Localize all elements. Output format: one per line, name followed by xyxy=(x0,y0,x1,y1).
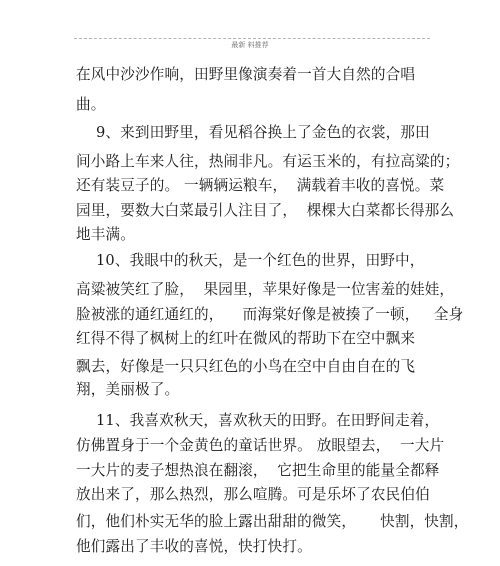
text-line: 10、我眼中的秋天，是一个红色的世界，田野中， xyxy=(96,252,425,269)
header-label-text: 最新 料推荐 xyxy=(227,41,272,49)
text-line: 放出来了，那么热烈，那么喧腾。可是乐坏了农民伯伯 xyxy=(76,486,430,503)
text-line: 飘去，好像是一只只红色的小鸟在空中自由自在的飞 xyxy=(76,358,416,375)
text-line: 在风中沙沙作响，田野里像演奏着一首大自然的合唱 xyxy=(76,66,416,83)
text-line: 脸被涨的通红通红的， 而海棠好像是被揍了一顿， 全身 xyxy=(76,306,464,323)
text-line: 一大片的麦子想热浪在翻滚， 它把生命里的能量全都释 xyxy=(76,462,440,479)
text-line: 红得不得了枫树上的红叶在微风的帮助下在空中飘来 xyxy=(76,330,416,347)
text-line: 高粱被笑红了脸， 果园里，苹果好像是一位害羞的娃娃， xyxy=(76,281,455,298)
text-line: 仿佛置身于一个金黄色的童话世界。 放眼望去， 一大片 xyxy=(76,437,445,454)
text-line: 翔，美丽极了。 xyxy=(76,381,180,398)
text-line: 曲。 xyxy=(76,96,106,113)
text-line: 们，他们朴实无华的脸上露出甜甜的微笑， 快割，快割， xyxy=(76,513,469,530)
text-line: 11、我喜欢秋天，喜欢秋天的田野。在田野间走着， xyxy=(96,412,440,429)
text-line: 地丰满。 xyxy=(76,226,135,243)
text-line: 他们露出了丰收的喜悦，快打快打。 xyxy=(76,538,312,555)
header-label xyxy=(0,32,500,51)
text-line: 园里，要数大白菜最引人注目了， 棵棵大白菜都长得那么 xyxy=(76,202,455,219)
text-line: 间小路上车来人往，热闹非凡。有运玉米的，有拉高粱的； xyxy=(76,153,460,170)
text-line: 还有装豆子的。 一辆辆运粮车， 满载着丰收的喜悦。菜 xyxy=(76,177,445,194)
text-line: 9、来到田野里，看见稻谷换上了金色的衣裳，那田 xyxy=(96,124,430,141)
